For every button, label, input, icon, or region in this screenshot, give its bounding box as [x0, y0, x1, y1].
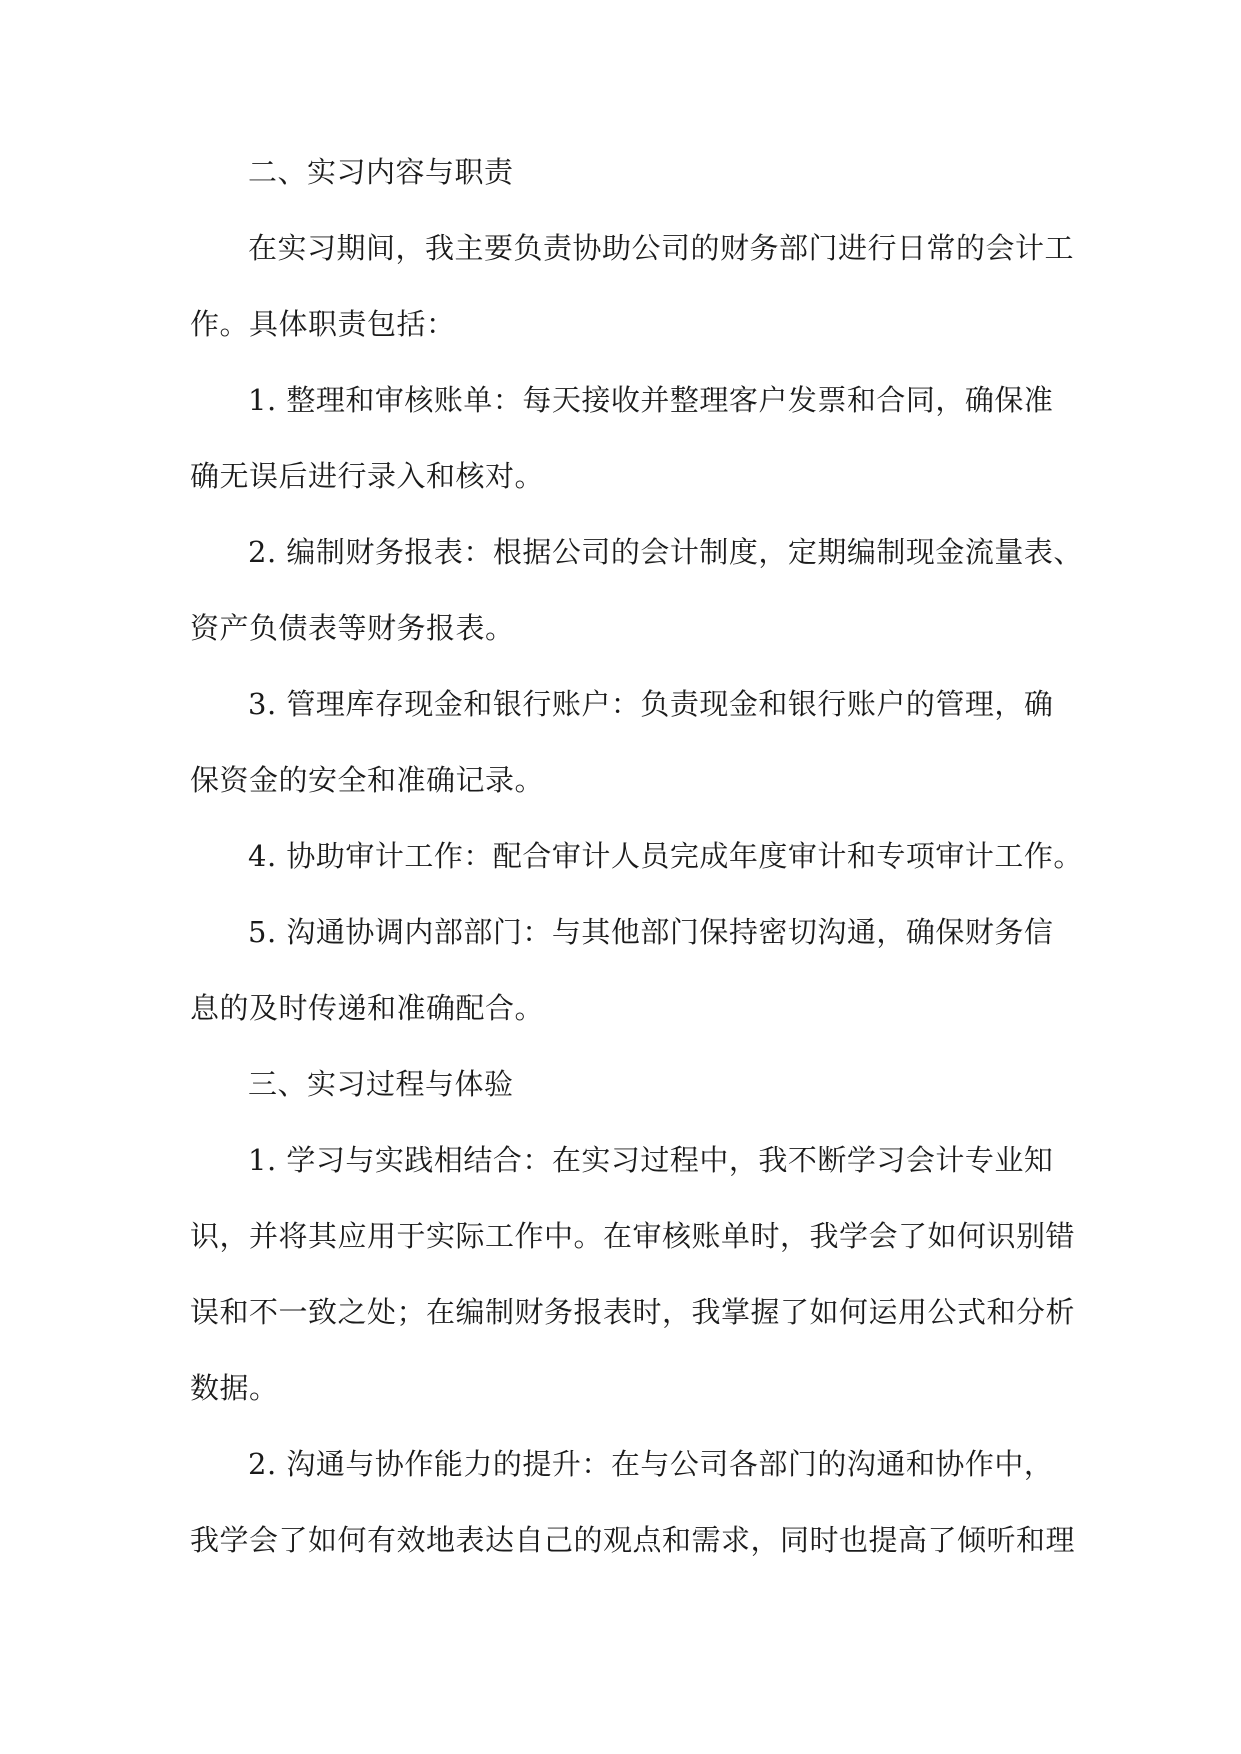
list-item-line: 2. 编制财务报表：根据公司的会计制度，定期编制现金流量表、 [248, 535, 1083, 569]
list-item-line: 3. 管理库存现金和银行账户：负责现金和银行账户的管理，确 [248, 687, 1054, 721]
section-heading: 二、实习内容与职责 [248, 155, 514, 189]
list-item-line: 1. 整理和审核账单：每天接收并整理客户发票和合同，确保准 [248, 383, 1054, 417]
list-item-line: 5. 沟通协调内部部门：与其他部门保持密切沟通，确保财务信 [248, 915, 1054, 949]
list-item-line: 确无误后进行录入和核对。 [190, 459, 545, 493]
list-item-line: 误和不一致之处；在编制财务报表时，我掌握了如何运用公式和分析 [190, 1295, 1076, 1329]
paragraph-line: 在实习期间，我主要负责协助公司的财务部门进行日常的会计工 [248, 231, 1075, 265]
list-item-line: 数据。 [190, 1371, 279, 1405]
paragraph-line: 作。具体职责包括： [190, 307, 456, 341]
list-item-line: 4. 协助审计工作：配合审计人员完成年度审计和专项审计工作。 [248, 839, 1083, 873]
list-item-line: 识，并将其应用于实际工作中。在审核账单时，我学会了如何识别错 [190, 1219, 1076, 1253]
list-item-line: 资产负债表等财务报表。 [190, 611, 515, 645]
list-item-line: 1. 学习与实践相结合：在实习过程中，我不断学习会计专业知 [248, 1143, 1054, 1177]
section-heading: 三、实习过程与体验 [248, 1067, 514, 1101]
list-item-line: 保资金的安全和准确记录。 [190, 763, 545, 797]
list-item-line: 我学会了如何有效地表达自己的观点和需求，同时也提高了倾听和理 [190, 1523, 1076, 1557]
list-item-line: 2. 沟通与协作能力的提升：在与公司各部门的沟通和协作中， [248, 1447, 1054, 1481]
list-item-line: 息的及时传递和准确配合。 [190, 991, 545, 1025]
